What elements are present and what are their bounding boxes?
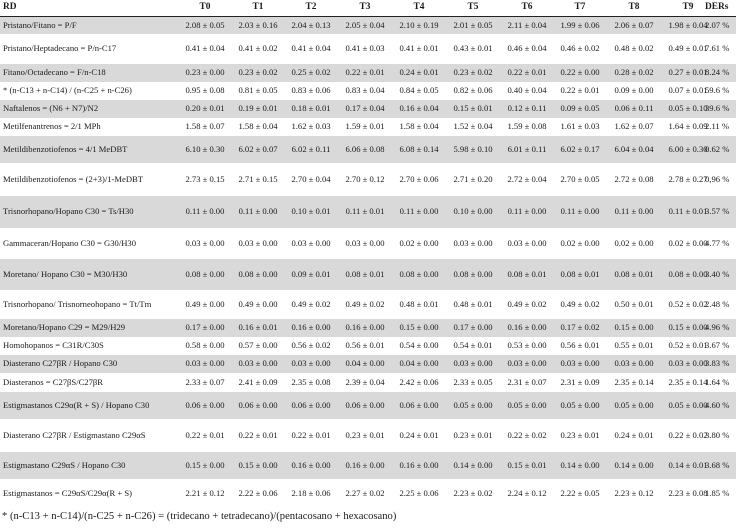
row-label: Diasterano C27βR / Estigmastano C29αS (3, 429, 146, 440)
value-cell: 0.41 ± 0.01 (399, 43, 439, 54)
value-cell: 0.81 ± 0.05 (238, 85, 278, 96)
value-cell: 6.01 ± 0.11 (507, 143, 547, 154)
row-label: Homohopanos = C31R/C30S (3, 340, 104, 351)
value-cell: 0.15 ± 0.00 (185, 459, 225, 470)
value-cell: 0.04 ± 0.00 (345, 358, 385, 369)
value-cell: 0.14 ± 0.00 (614, 459, 654, 470)
value-cell: 2.72 ± 0.04 (507, 173, 547, 184)
value-cell: 0.07 ± 0.01 (668, 85, 708, 96)
table-row (0, 355, 736, 373)
value-cell: 0.08 ± 0.01 (507, 268, 547, 279)
value-cell: 0.06 ± 0.00 (399, 399, 439, 410)
value-cell: 1.64 ± 0.09 (668, 121, 708, 132)
value-cell: 2.25 ± 0.06 (399, 487, 439, 498)
table-row (0, 64, 736, 82)
table-row (0, 452, 736, 479)
header-rd: RD (3, 2, 17, 13)
value-cell: 0.83 ± 0.04 (345, 85, 385, 96)
row-label: Diasterano C27βR / Hopano C30 (3, 358, 118, 369)
value-cell: 0.16 ± 0.00 (291, 459, 331, 470)
ders-value: 4.60 % (705, 399, 730, 410)
table-row (0, 337, 736, 355)
value-cell: 0.11 ± 0.00 (507, 206, 547, 217)
row-label: Diasteranos = C27βS/C27βR (3, 376, 104, 387)
table-row (0, 259, 736, 290)
value-cell: 0.11 ± 0.00 (185, 206, 225, 217)
value-cell: 6.02 ± 0.17 (560, 143, 600, 154)
value-cell: 0.56 ± 0.01 (345, 340, 385, 351)
value-cell: 2.71 ± 0.15 (238, 173, 278, 184)
value-cell: 0.17 ± 0.00 (185, 322, 225, 333)
value-cell: 0.23 ± 0.01 (453, 429, 493, 440)
value-cell: 0.27 ± 0.01 (668, 67, 708, 78)
value-cell: 0.22 ± 0.00 (560, 67, 600, 78)
value-cell: 0.05 ± 0.00 (507, 399, 547, 410)
value-cell: 0.09 ± 0.05 (560, 103, 600, 114)
table-row (0, 136, 736, 163)
value-cell: 0.03 ± 0.00 (185, 237, 225, 248)
value-cell: 0.02 ± 0.00 (614, 237, 654, 248)
value-cell: 0.08 ± 0.01 (345, 268, 385, 279)
value-cell: 0.23 ± 0.00 (185, 67, 225, 78)
value-cell: 2.18 ± 0.06 (291, 487, 331, 498)
value-cell: 0.22 ± 0.01 (507, 67, 547, 78)
value-cell: 2.41 ± 0.09 (238, 376, 278, 387)
header-t4: T4 (413, 2, 425, 13)
value-cell: 2.73 ± 0.15 (185, 173, 225, 184)
value-cell: 0.06 ± 0.00 (345, 399, 385, 410)
value-cell: 1.59 ± 0.08 (507, 121, 547, 132)
value-cell: 0.10 ± 0.01 (291, 206, 331, 217)
value-cell: 0.17 ± 0.02 (560, 322, 600, 333)
value-cell: 2.21 ± 0.12 (185, 487, 225, 498)
row-label: Estigmastanos C29α(R + S) / Hopano C30 (3, 399, 150, 410)
value-cell: 0.16 ± 0.00 (345, 322, 385, 333)
value-cell: 0.49 ± 0.02 (291, 298, 331, 309)
value-cell: 2.06 ± 0.07 (614, 19, 654, 30)
value-cell: 2.01 ± 0.05 (453, 19, 493, 30)
table-row (0, 34, 736, 64)
value-cell: 0.03 ± 0.00 (291, 358, 331, 369)
header-t2: T2 (305, 2, 317, 13)
ders-value: 3.80 % (705, 429, 730, 440)
value-cell: 0.56 ± 0.01 (560, 340, 600, 351)
value-cell: 0.49 ± 0.02 (345, 298, 385, 309)
value-cell: 0.03 ± 0.00 (291, 237, 331, 248)
value-cell: 2.72 ± 0.08 (614, 173, 654, 184)
row-label: Estigmastano C29αS / Hopano C30 (3, 459, 126, 470)
value-cell: 0.53 ± 0.00 (507, 340, 547, 351)
value-cell: 2.78 ± 0.27 (668, 173, 708, 184)
value-cell: 0.23 ± 0.01 (560, 429, 600, 440)
value-cell: 5.98 ± 0.10 (453, 143, 493, 154)
value-cell: 2.70 ± 0.12 (345, 173, 385, 184)
value-cell: 0.11 ± 0.01 (345, 206, 385, 217)
value-cell: 6.02 ± 0.07 (238, 143, 278, 154)
value-cell: 0.23 ± 0.01 (345, 429, 385, 440)
value-cell: 2.24 ± 0.12 (507, 487, 547, 498)
value-cell: 0.16 ± 0.00 (507, 322, 547, 333)
value-cell: 2.04 ± 0.13 (291, 19, 331, 30)
value-cell: 0.23 ± 0.02 (238, 67, 278, 78)
ders-value: 4.96 % (705, 322, 730, 333)
header-t5: T5 (467, 2, 479, 13)
value-cell: 0.06 ± 0.00 (238, 399, 278, 410)
ders-value: 3.83 % (705, 358, 730, 369)
value-cell: 6.06 ± 0.08 (345, 143, 385, 154)
value-cell: 2.70 ± 0.04 (291, 173, 331, 184)
value-cell: 0.08 ± 0.00 (399, 268, 439, 279)
ders-value: 3.57 % (705, 206, 730, 217)
value-cell: 0.22 ± 0.01 (560, 85, 600, 96)
value-cell: 0.04 ± 0.00 (399, 358, 439, 369)
value-cell: 0.08 ± 0.01 (614, 268, 654, 279)
row-label: * (n-C13 + n-C14) / (n-C25 + n-C26) (3, 85, 132, 96)
row-label: Trisnorhopano/ Trisnorneohopano = Tt/Tm (3, 298, 152, 309)
ders-value: 0,96 % (705, 173, 730, 184)
table-row (0, 100, 736, 118)
value-cell: 0.49 ± 0.00 (238, 298, 278, 309)
value-cell: 0.48 ± 0.01 (453, 298, 493, 309)
value-cell: 0.22 ± 0.01 (238, 429, 278, 440)
value-cell: 0.05 ± 0.00 (614, 399, 654, 410)
value-cell: 0.58 ± 0.00 (185, 340, 225, 351)
value-cell: 0.02 ± 0.00 (668, 237, 708, 248)
value-cell: 1.58 ± 0.04 (238, 121, 278, 132)
value-cell: 0.14 ± 0.01 (668, 459, 708, 470)
value-cell: 2.42 ± 0.06 (399, 376, 439, 387)
value-cell: 0.20 ± 0.01 (185, 103, 225, 114)
value-cell: 0.46 ± 0.04 (507, 43, 547, 54)
table-row (0, 319, 736, 337)
value-cell: 2.31 ± 0.09 (560, 376, 600, 387)
table-footnote: * (n-C13 + n-C14)/(n-C25 + n-C26) = (tridecano + tetradecano)/(pentacosano + hexacosano) (2, 511, 397, 522)
row-label: Pristano/Fitano = P/F (3, 19, 77, 30)
value-cell: 0.41 ± 0.03 (345, 43, 385, 54)
row-label: Fitano/Octadecano = F/n-C18 (3, 67, 106, 78)
value-cell: 2.39 ± 0.04 (345, 376, 385, 387)
value-cell: 0.02 ± 0.00 (560, 237, 600, 248)
value-cell: 0.11 ± 0.01 (668, 206, 708, 217)
value-cell: 0.08 ± 0.00 (668, 268, 708, 279)
value-cell: 0.16 ± 0.00 (291, 322, 331, 333)
value-cell: 0.43 ± 0.01 (453, 43, 493, 54)
ders-value: 3.67 % (705, 340, 730, 351)
ders-value: 3.68 % (705, 459, 730, 470)
value-cell: 2.33 ± 0.07 (185, 376, 225, 387)
value-cell: 0.17 ± 0.04 (345, 103, 385, 114)
value-cell: 0.05 ± 0.10 (668, 103, 708, 114)
value-cell: 0.15 ± 0.00 (238, 459, 278, 470)
value-cell: 1.62 ± 0.07 (614, 121, 654, 132)
value-cell: 0.52 ± 0.02 (668, 298, 708, 309)
value-cell: 2.23 ± 0.08 (668, 487, 708, 498)
row-label: Pristano/Heptadecano = P/n-C17 (3, 43, 117, 54)
value-cell: 2.05 ± 0.04 (345, 19, 385, 30)
ders-value: 2.07 % (705, 19, 730, 30)
value-cell: 0.83 ± 0.06 (291, 85, 331, 96)
table-row (0, 419, 736, 452)
value-cell: 0.06 ± 0.00 (185, 399, 225, 410)
value-cell: 2.31 ± 0.07 (507, 376, 547, 387)
table-row (0, 479, 736, 508)
value-cell: 0.22 ± 0.01 (291, 429, 331, 440)
value-cell: 0.50 ± 0.01 (614, 298, 654, 309)
header-t7: T7 (574, 2, 586, 13)
value-cell: 0.95 ± 0.08 (185, 85, 225, 96)
value-cell: 0.05 ± 0.00 (453, 399, 493, 410)
value-cell: 0.16 ± 0.04 (399, 103, 439, 114)
table-row (0, 228, 736, 259)
ders-value: 1.64 % (705, 376, 730, 387)
ders-value: 59.6 % (705, 85, 730, 96)
header-t1: T1 (252, 2, 264, 13)
value-cell: 0.48 ± 0.01 (399, 298, 439, 309)
row-label: Moretano/Hopano C29 = M29/H29 (3, 322, 126, 333)
value-cell: 2.03 ± 0.16 (238, 19, 278, 30)
header-t6: T6 (521, 2, 533, 13)
value-cell: 0.15 ± 0.01 (453, 103, 493, 114)
table-row (0, 118, 736, 136)
ders-value: 0.62 % (705, 143, 730, 154)
value-cell: 0.16 ± 0.00 (345, 459, 385, 470)
table-row (0, 17, 736, 34)
value-cell: 0.22 ± 0.01 (185, 429, 225, 440)
value-cell: 0.15 ± 0.00 (614, 322, 654, 333)
value-cell: 0.14 ± 0.00 (560, 459, 600, 470)
value-cell: 0.05 ± 0.00 (668, 399, 708, 410)
value-cell: 1.61 ± 0.03 (560, 121, 600, 132)
value-cell: 1.98 ± 0.04 (668, 19, 708, 30)
value-cell: 0.06 ± 0.00 (291, 399, 331, 410)
value-cell: 0.23 ± 0.02 (453, 67, 493, 78)
ders-value: 8.24 % (705, 67, 730, 78)
value-cell: 0.52 ± 0.01 (668, 340, 708, 351)
value-cell: 0.22 ± 0.02 (507, 429, 547, 440)
row-label: Metildibenzotiofenos = (2+3)/1-MeDBT (3, 173, 144, 184)
value-cell: 0.03 ± 0.00 (345, 237, 385, 248)
value-cell: 0.22 ± 0.02 (668, 429, 708, 440)
row-label: Gammaceran/Hopano C30 = G30/H30 (3, 237, 137, 248)
value-cell: 0.03 ± 0.00 (668, 358, 708, 369)
value-cell: 1.52 ± 0.04 (453, 121, 493, 132)
value-cell: 2.08 ± 0.05 (185, 19, 225, 30)
value-cell: 0.09 ± 0.00 (614, 85, 654, 96)
value-cell: 0.15 ± 0.00 (399, 322, 439, 333)
row-label: Moretano/ Hopano C30 = M30/H30 (3, 268, 128, 279)
value-cell: 0.16 ± 0.01 (238, 322, 278, 333)
value-cell: 6.02 ± 0.11 (291, 143, 331, 154)
value-cell: 2.70 ± 0.05 (560, 173, 600, 184)
value-cell: 0.24 ± 0.01 (614, 429, 654, 440)
ders-value: 4.77 % (705, 237, 730, 248)
value-cell: 1.99 ± 0.06 (560, 19, 600, 30)
value-cell: 0.03 ± 0.00 (560, 358, 600, 369)
table-header (0, 0, 736, 16)
row-label: Naftalenos = (N6 + N7)/N2 (3, 103, 99, 114)
value-cell: 6.10 ± 0.30 (185, 143, 225, 154)
value-cell: 0.54 ± 0.00 (399, 340, 439, 351)
value-cell: 2.71 ± 0.20 (453, 173, 493, 184)
value-cell: 0.03 ± 0.00 (238, 237, 278, 248)
value-cell: 0.17 ± 0.00 (453, 322, 493, 333)
value-cell: 0.03 ± 0.00 (507, 358, 547, 369)
ders-value: 3.40 % (705, 268, 730, 279)
value-cell: 0.41 ± 0.04 (185, 43, 225, 54)
value-cell: 0.10 ± 0.00 (453, 206, 493, 217)
value-cell: 0.49 ± 0.02 (560, 298, 600, 309)
value-cell: 2.22 ± 0.06 (238, 487, 278, 498)
header-t3: T3 (359, 2, 371, 13)
value-cell: 0.08 ± 0.00 (453, 268, 493, 279)
value-cell: 0.82 ± 0.06 (453, 85, 493, 96)
value-cell: 0.84 ± 0.05 (399, 85, 439, 96)
value-cell: 0.03 ± 0.00 (185, 358, 225, 369)
value-cell: 2.23 ± 0.12 (614, 487, 654, 498)
table-row (0, 163, 736, 196)
header-ders: DERs (705, 2, 729, 13)
value-cell: 0.03 ± 0.00 (238, 358, 278, 369)
value-cell: 2.23 ± 0.02 (453, 487, 493, 498)
value-cell: 6.00 ± 0.30 (668, 143, 708, 154)
row-label: Metilfenantrenos = 2/1 MPh (3, 121, 101, 132)
table-row (0, 196, 736, 228)
value-cell: 0.03 ± 0.00 (453, 237, 493, 248)
row-label: Metildibenzotiofenos = 4/1 MeDBT (3, 143, 128, 154)
value-cell: 0.56 ± 0.02 (291, 340, 331, 351)
value-cell: 2.22 ± 0.05 (560, 487, 600, 498)
value-cell: 0.41 ± 0.04 (291, 43, 331, 54)
value-cell: 0.06 ± 0.11 (614, 103, 654, 114)
value-cell: 0.22 ± 0.01 (345, 67, 385, 78)
value-cell: 0.49 ± 0.01 (668, 43, 708, 54)
value-cell: 1.59 ± 0.01 (345, 121, 385, 132)
value-cell: 2.27 ± 0.02 (345, 487, 385, 498)
header-t8: T8 (628, 2, 640, 13)
value-cell: 2.70 ± 0.06 (399, 173, 439, 184)
table-row (0, 290, 736, 319)
value-cell: 0.09 ± 0.01 (291, 268, 331, 279)
value-cell: 2.11 ± 0.04 (507, 19, 547, 30)
header-t9: T9 (682, 2, 694, 13)
value-cell: 2.33 ± 0.05 (453, 376, 493, 387)
value-cell: 0.05 ± 0.00 (560, 399, 600, 410)
ders-value: 39.6 % (705, 103, 730, 114)
value-cell: 2.35 ± 0.14 (614, 376, 654, 387)
value-cell: 0.02 ± 0.00 (399, 237, 439, 248)
value-cell: 0.54 ± 0.01 (453, 340, 493, 351)
table-row (0, 373, 736, 392)
value-cell: 0.57 ± 0.00 (238, 340, 278, 351)
row-label: Trisnorhopano/Hopano C30 = Ts/H30 (3, 206, 134, 217)
value-cell: 6.08 ± 0.14 (399, 143, 439, 154)
header-t0: T0 (199, 2, 211, 13)
value-cell: 1.62 ± 0.03 (291, 121, 331, 132)
value-cell: 0.03 ± 0.00 (453, 358, 493, 369)
value-cell: 0.49 ± 0.02 (507, 298, 547, 309)
value-cell: 0.24 ± 0.01 (399, 429, 439, 440)
value-cell: 0.11 ± 0.00 (560, 206, 600, 217)
value-cell: 0.08 ± 0.01 (560, 268, 600, 279)
value-cell: 1.58 ± 0.07 (185, 121, 225, 132)
value-cell: 0.48 ± 0.02 (614, 43, 654, 54)
value-cell: 0.49 ± 0.00 (185, 298, 225, 309)
value-cell: 0.12 ± 0.11 (507, 103, 547, 114)
value-cell: 0.15 ± 0.01 (507, 459, 547, 470)
value-cell: 0.25 ± 0.02 (291, 67, 331, 78)
ders-value: 1.85 % (705, 487, 730, 498)
value-cell: 0.40 ± 0.04 (507, 85, 547, 96)
ders-value: 2.11 % (705, 121, 730, 132)
value-cell: 0.03 ± 0.00 (507, 237, 547, 248)
value-cell: 0.15 ± 0.00 (668, 322, 708, 333)
value-cell: 2.10 ± 0.19 (399, 19, 439, 30)
ders-value: 7.61 % (705, 43, 730, 54)
value-cell: 0.03 ± 0.00 (614, 358, 654, 369)
value-cell: 0.41 ± 0.02 (238, 43, 278, 54)
value-cell: 0.11 ± 0.00 (614, 206, 654, 217)
ders-value: 2.48 % (705, 298, 730, 309)
value-cell: 0.08 ± 0.00 (185, 268, 225, 279)
value-cell: 0.24 ± 0.01 (399, 67, 439, 78)
value-cell: 0.28 ± 0.02 (614, 67, 654, 78)
value-cell: 0.11 ± 0.00 (238, 206, 278, 217)
value-cell: 6.04 ± 0.04 (614, 143, 654, 154)
table-row (0, 392, 736, 419)
row-label: Estigmastanos = C29αS/C29α(R + S) (3, 487, 132, 498)
table-row (0, 82, 736, 100)
value-cell: 0.46 ± 0.02 (560, 43, 600, 54)
value-cell: 0.18 ± 0.01 (291, 103, 331, 114)
value-cell: 0.14 ± 0.00 (453, 459, 493, 470)
value-cell: 0.11 ± 0.00 (399, 206, 439, 217)
value-cell: 0.19 ± 0.01 (238, 103, 278, 114)
value-cell: 0.16 ± 0.00 (399, 459, 439, 470)
value-cell: 2.35 ± 0.14 (668, 376, 708, 387)
value-cell: 1.58 ± 0.04 (399, 121, 439, 132)
value-cell: 0.08 ± 0.00 (238, 268, 278, 279)
value-cell: 2.35 ± 0.08 (291, 376, 331, 387)
value-cell: 0.55 ± 0.01 (614, 340, 654, 351)
